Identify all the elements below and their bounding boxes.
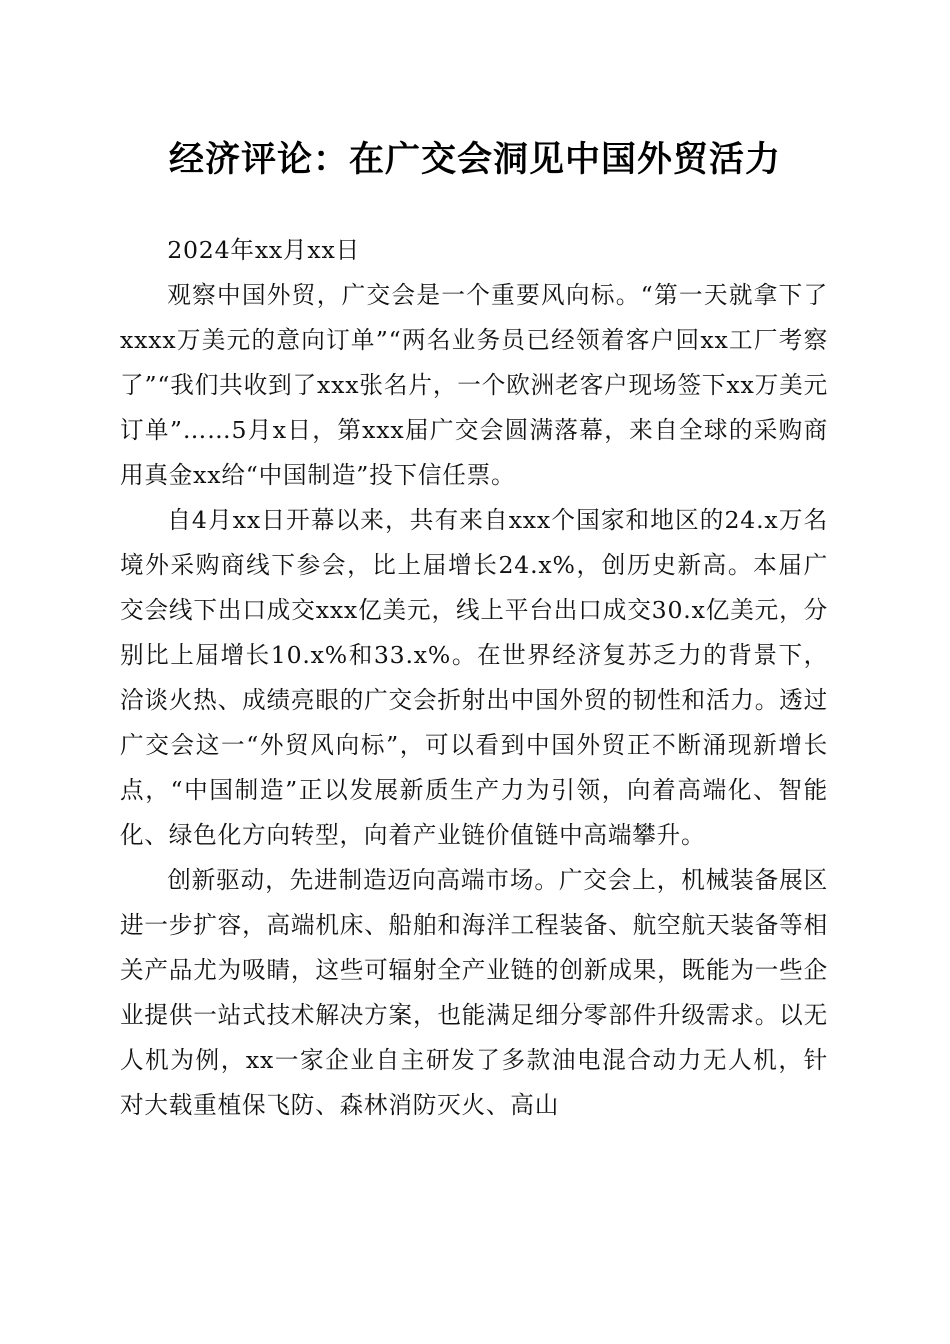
document-body xyxy=(120,228,828,1128)
paragraph-2: 自4月xx日开幕以来，共有来自xxx个国家和地区的24.x万名境外采购商线下参会，比上届增长24.x%，创历史新高。本届广交会线下出口成交xxx亿美元，线上平台出口成交30.x亿美元，分别比上届增长10.x%和33.x%。在世界经济复苏乏力的背景下，洽谈火热、成绩亮眼的广交会折射出中国外贸的韧性和活力。透过广交会这一“外贸风向标”，可以看到中国外贸正不断涌现新增长点，“中国制造”正以发展新质生产力为引领，向着高端化、智能化、绿色化方向转型，向着产业链价值链中高端攀升。 xyxy=(120,506,828,849)
paragraph-3: 创新驱动，先进制造迈向高端市场。广交会上，机械装备展区进一步扩容，高端机床、船舶和海洋工程装备、航空航天装备等相关产品尤为吸睛，这些可辐射全产业链的创新成果，既能为一些企业提供一站式技术解决方案，也能满足细分零部件升级需求。以无人机为例，xx一家企业自主研发了多款油电混合动力无人机，针对大载重植保飞防、森林消防灭火、高山 xyxy=(120,866,828,1119)
date-line: 2024年xx月xx日 xyxy=(167,236,361,264)
paragraph-1: 观察中国外贸，广交会是一个重要风向标。“第一天就拿下了xxxx万美元的意向订单”“两名业务员已经领着客户回xx工厂考察了”“我们共收到了xxx张名片，一个欧洲老客户现场签下xx万美元订单”……5月x日，第xxx届广交会圆满落幕，来自全球的采购商用真金xx给“中国制造”投下信任票。 xyxy=(120,281,828,489)
document-title: 经济评论：在广交会洞见中国外贸活力 xyxy=(168,140,781,180)
